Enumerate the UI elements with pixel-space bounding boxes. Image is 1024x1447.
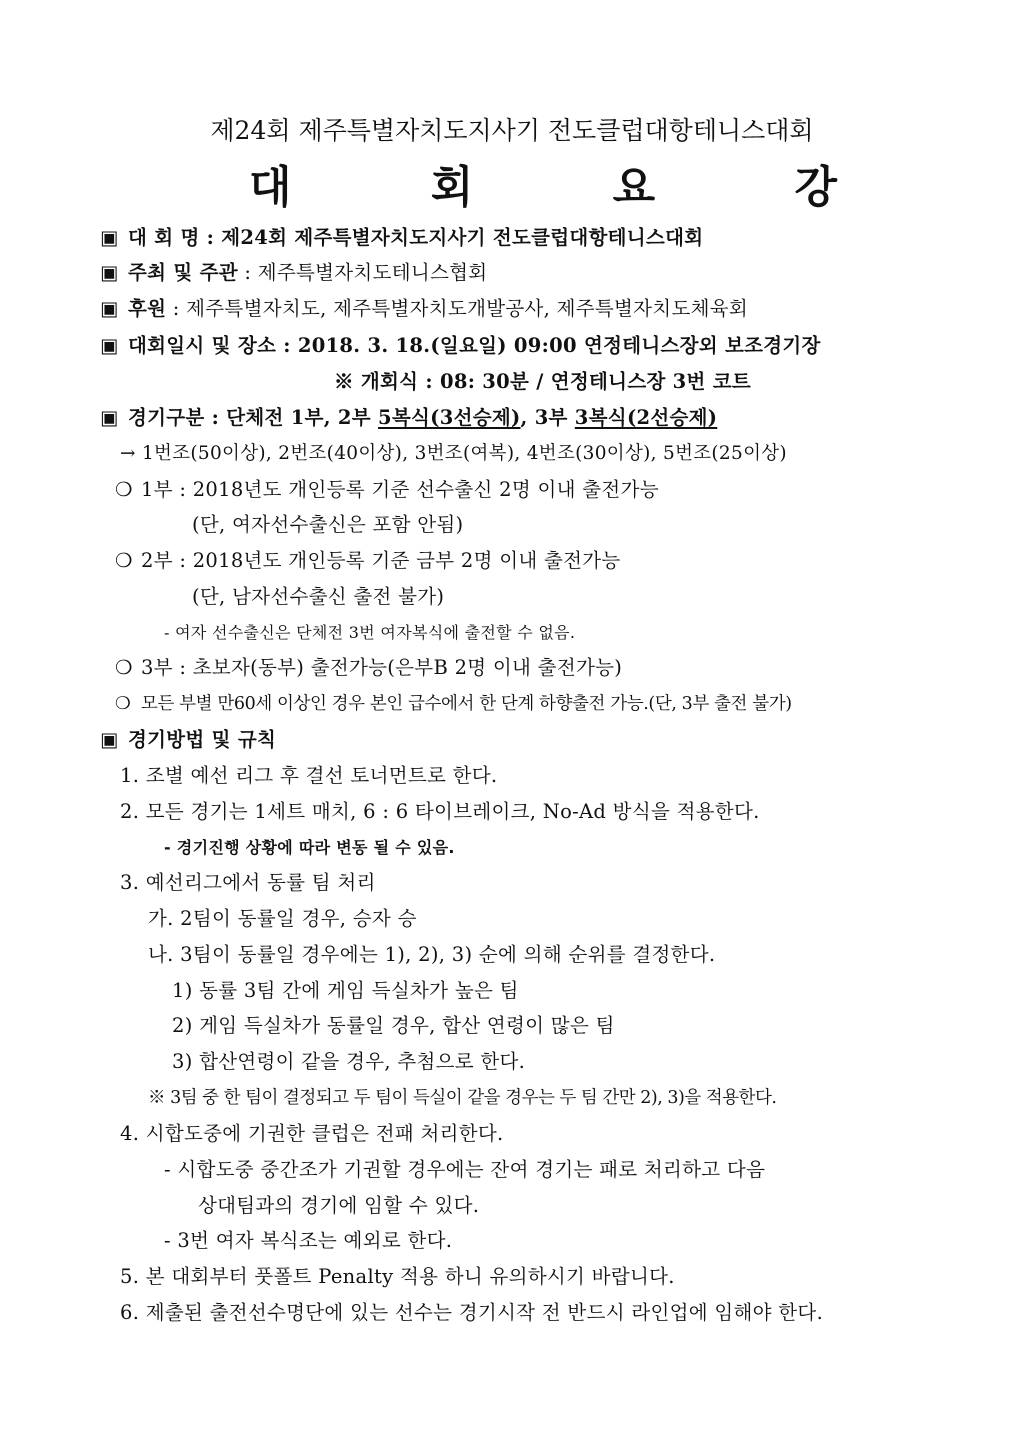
- opening-ceremony: ※ 개회식 : 08: 30분 / 연정테니스장 3번 코트: [334, 370, 752, 393]
- division-2-note: (단, 남자선수출신 출전 불가): [192, 585, 445, 608]
- document-subtitle: 대 회 요 강: [249, 162, 899, 213]
- item-name: ▣ 대 회 명 : 제24회 제주특별자치도지사기 전도클럽대항테니스대회: [100, 226, 704, 249]
- square-marker-icon: ▣: [100, 261, 119, 284]
- item-host-value: 제주특별자치도테니스협회: [257, 261, 488, 284]
- category-part-d: 3복식(2선승제): [574, 406, 718, 429]
- item-rules: [100, 727, 276, 753]
- division-3-text: 3부 : 초보자(동부) 출전가능(은부B 2명 이내 출전가능): [141, 656, 623, 679]
- rule-2-subnote: - 경기진행 상황에 따라 변동 될 수 있음.: [164, 838, 455, 857]
- circle-bullet-icon: ❍: [115, 656, 133, 679]
- item-category-label: 경기구분: [128, 406, 205, 429]
- rule-3: 3. 예선리그에서 동률 팀 처리: [120, 871, 376, 894]
- category-part-a: 단체전 1부, 2부: [226, 406, 379, 429]
- item-host-label: 주최 및 주관: [128, 261, 238, 284]
- square-marker-icon: ▣: [100, 297, 119, 320]
- rule-3-note: ※ 3팀 중 한 팀이 결정되고 두 팀이 득실이 같을 경우는 두 팀 간만 2), 3)을 적용한다.: [148, 1088, 777, 1108]
- item-date-label: 대회일시 및 장소: [128, 334, 277, 357]
- rule-4-subnote-2: - 3번 여자 복식조는 예외로 한다.: [164, 1229, 453, 1252]
- rule-4-subnote-1: - 시합도중 중간조가 기권할 경우에는 잔여 경기는 패로 처리하고 다음: [164, 1158, 766, 1181]
- item-name-value: 제24회 제주특별자치도지사기 전도클럽대항테니스대회: [221, 226, 704, 249]
- rule-2: 2. 모든 경기는 1세트 매치, 6 : 6 타이브레이크, No-Ad 방식을 적용한다.: [120, 800, 760, 823]
- item-sponsor: ▣ 후원 : 제주특별자치도, 제주특별자치도개발공사, 제주특별자치도체육회: [100, 297, 748, 320]
- item-date: ▣ 대회일시 및 장소 : 2018. 3. 18.(일요일) 09:00 연정테니스장외 보조경기장: [100, 334, 821, 357]
- rule-3-item-2: 2) 게임 득실차가 동률일 경우, 합산 연령이 많은 팀: [172, 1014, 615, 1037]
- division-2-subnote: - 여자 선수출신은 단체전 3번 여자복식에 출전할 수 없음.: [164, 623, 576, 642]
- item-date-value: 2018. 3. 18.(일요일) 09:00 연정테니스장외 보조경기장: [297, 334, 821, 357]
- category-part-c: , 3부: [520, 406, 575, 429]
- square-marker-icon: ▣: [100, 406, 119, 429]
- circle-bullet-icon: ❍: [115, 694, 131, 714]
- rule-5: 5. 본 대회부터 풋폴트 Penalty 적용 하니 유의하시기 바랍니다.: [120, 1265, 675, 1288]
- circle-bullet-icon: ❍: [115, 478, 133, 501]
- rule-3-item-3: 3) 합산연령이 같을 경우, 추첨으로 한다.: [172, 1050, 526, 1073]
- rule-3-item-1: 1) 동률 3팀 간에 게임 득실차가 높은 팀: [172, 979, 519, 1002]
- rule-4-subnote-1-cont: 상대팀과의 경기에 임할 수 있다.: [198, 1194, 480, 1217]
- item-host: ▣ 주최 및 주관 : 제주특별자치도테니스협회: [100, 261, 488, 284]
- division-1: [115, 477, 659, 503]
- item-name-label: 대 회 명: [128, 226, 200, 249]
- division-2-text: 2부 : 2018년도 개인등록 기준 금부 2명 이내 출전가능: [141, 549, 621, 572]
- item-rules-label: 경기방법 및 규칙: [128, 728, 277, 751]
- item-sponsor-value: 제주특별자치도, 제주특별자치도개발공사, 제주특별자치도체육회: [186, 297, 748, 320]
- division-1-note: (단, 여자선수출신은 포함 안됨): [192, 513, 464, 536]
- rule-3-ga: 가. 2팀이 동률일 경우, 승자 승: [148, 907, 417, 930]
- division-2: [115, 548, 621, 574]
- square-marker-icon: ▣: [100, 334, 119, 357]
- document-title: 제24회 제주특별자치도지사기 전도클럽대항테니스대회: [210, 116, 814, 145]
- division-3: [115, 655, 622, 681]
- item-category: ▣ 경기구분 : 단체전 1부, 2부 5복식(3선승제), 3부 3복식(2선승제): [100, 406, 718, 429]
- square-marker-icon: ▣: [100, 226, 119, 249]
- square-marker-icon: ▣: [100, 728, 119, 751]
- division-1-text: 1부 : 2018년도 개인등록 기준 선수출신 2명 이내 출전가능: [141, 478, 659, 501]
- rule-6: 6. 제출된 출전선수명단에 있는 선수는 경기시작 전 반드시 라인업에 임해야 한다.: [120, 1301, 824, 1324]
- item-sponsor-label: 후원: [128, 297, 167, 320]
- age-rule-text: 모든 부별 만60세 이상인 경우 본인 급수에서 한 단계 하향출전 가능.(단, 3부 출전 불가): [141, 694, 792, 714]
- category-part-b: 5복식(3선승제): [378, 406, 521, 429]
- rule-1: 1. 조별 예선 리그 후 결선 토너먼트로 한다.: [120, 764, 498, 787]
- rule-4: 4. 시합도중에 기권한 클럽은 전패 처리한다.: [120, 1122, 504, 1145]
- circle-bullet-icon: ❍: [115, 549, 133, 572]
- rule-3-na: 나. 3팀이 동률일 경우에는 1), 2), 3) 순에 의해 순위를 결정한다.: [148, 943, 716, 966]
- age-rule: [115, 691, 792, 717]
- group-list: → 1번조(50이상), 2번조(40이상), 3번조(여복), 4번조(30이상), 5번조(25이상): [120, 443, 787, 464]
